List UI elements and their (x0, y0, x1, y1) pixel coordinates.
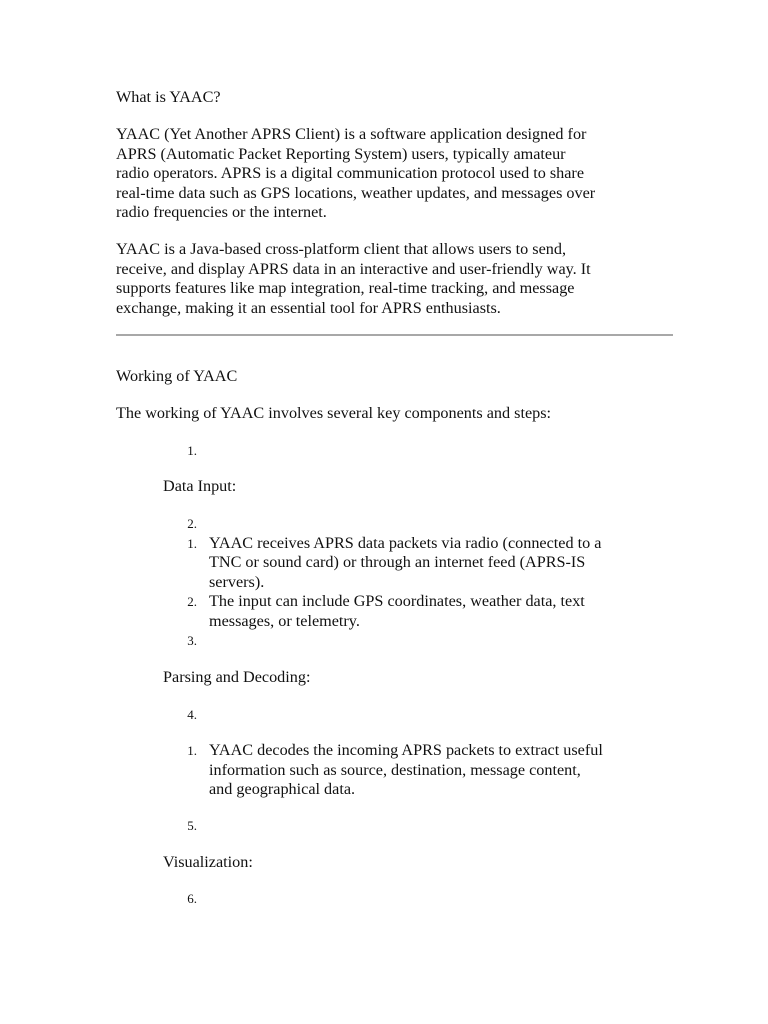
working-intro: The working of YAAC involves several key components and steps: (116, 404, 552, 422)
list-item-line: YAAC receives APRS data packets via radio (connected to a (209, 534, 602, 552)
list-marker: 4. (187, 707, 197, 722)
list-marker: 2. (187, 516, 197, 531)
list-item-line: messages, or telemetry. (209, 612, 360, 630)
list-item-line: YAAC decodes the incoming APRS packets to extract useful (209, 741, 603, 759)
horizontal-rule (116, 334, 673, 336)
step-title-visualization: Visualization: (163, 853, 253, 871)
list-marker: 3. (187, 633, 197, 648)
paragraph-line: receive, and display APRS data in an interactive and user-friendly way. It (116, 260, 591, 278)
list-item-line: servers). (209, 573, 265, 591)
paragraph-line: radio operators. APRS is a digital communication protocol used to share (116, 164, 585, 182)
paragraph-line: radio frequencies or the internet. (116, 203, 327, 221)
heading-working-of-yaac: Working of YAAC (116, 367, 238, 385)
paragraph-line: APRS (Automatic Packet Reporting System) users, typically amateur (116, 145, 566, 163)
list-marker: 2. (187, 594, 197, 609)
list-marker: 1. (187, 443, 197, 458)
list-item-line: The input can include GPS coordinates, weather data, text (209, 592, 585, 610)
list-item-line: and geographical data. (209, 780, 356, 798)
paragraph-line: supports features like map integration, real-time tracking, and message (116, 279, 575, 297)
list-marker: 6. (187, 891, 197, 906)
step-title-data-input: Data Input: (163, 477, 237, 495)
paragraph-line: YAAC is a Java-based cross-platform client that allows users to send, (116, 240, 567, 258)
list-marker: 1. (187, 536, 197, 551)
heading-what-is-yaac: What is YAAC? (116, 88, 221, 106)
paragraph-line: YAAC (Yet Another APRS Client) is a software application designed for (116, 125, 587, 143)
list-item-line: TNC or sound card) or through an internet feed (APRS-IS (209, 553, 586, 571)
paragraph-line: exchange, making it an essential tool for APRS enthusiasts. (116, 299, 501, 317)
list-marker: 1. (187, 743, 197, 758)
paragraph-line: real-time data such as GPS locations, weather updates, and messages over (116, 184, 596, 202)
list-item-line: information such as source, destination, message content, (209, 761, 581, 779)
step-title-parsing: Parsing and Decoding: (163, 668, 311, 686)
list-marker: 5. (187, 818, 197, 833)
